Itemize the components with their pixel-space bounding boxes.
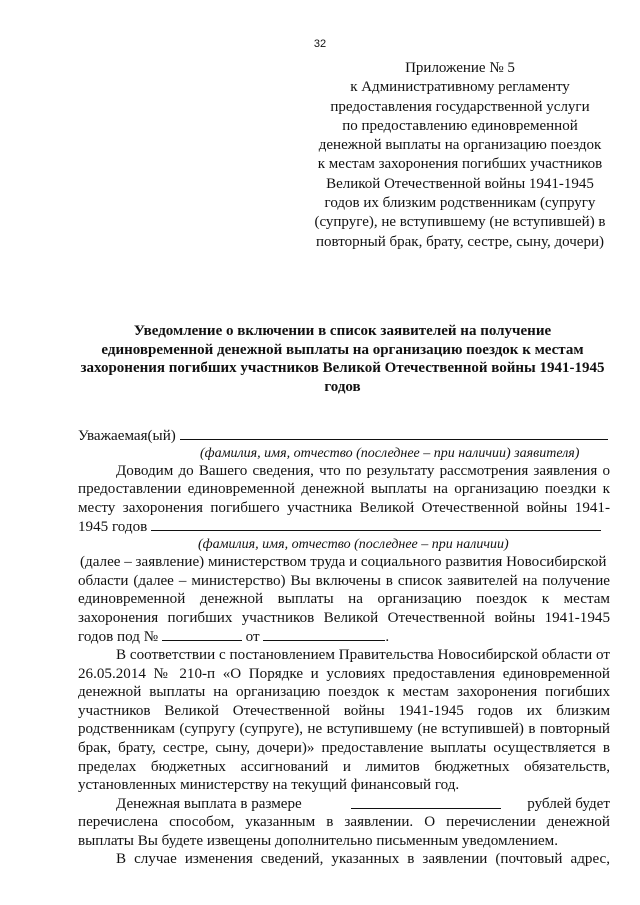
title-line: захоронения погибших участников Великой Отечественной войны 1941-1945 bbox=[80, 360, 605, 376]
years-line bbox=[78, 517, 610, 536]
number-prefix: годов под № bbox=[78, 629, 159, 646]
payment-amount-field[interactable] bbox=[351, 795, 501, 809]
paragraph-line: 26.05.2014 № 210-п «О Порядке и условиях предоставления единовременной bbox=[78, 665, 610, 682]
years-text: 1945 годов bbox=[78, 519, 148, 536]
paragraph-line: пределах бюджетных ассигнований и лимитов бюджетных обязательств, bbox=[78, 758, 610, 775]
paragraph-line: родственникам (супругу (супруге), не вступившему (не вступившей) в повторный bbox=[78, 721, 610, 738]
paragraph-line: выплаты Вы будете извещены дополнительно письменным уведомлением. bbox=[78, 832, 558, 849]
paragraph-line: установленных министерству на текущий финансовый год. bbox=[78, 777, 460, 794]
payment-amount-line bbox=[78, 795, 610, 814]
from-label: от bbox=[245, 629, 260, 646]
paragraph-line: брак, брату, сестре, сыну, дочери)» предоставление выплаты осуществляется в bbox=[78, 739, 610, 756]
appendix-line: (супруге), не вступившему (не вступившей) в bbox=[314, 214, 606, 231]
registration-line bbox=[78, 627, 610, 646]
appendix-header bbox=[300, 59, 620, 252]
document-body bbox=[78, 426, 610, 869]
title-line: годов bbox=[324, 378, 361, 395]
paragraph-line: предоставлении единовременной денежной выплаты на организацию поездки к bbox=[78, 481, 610, 498]
fallen-name-field[interactable] bbox=[151, 517, 601, 531]
payment-text: Денежная выплата в размере bbox=[116, 795, 302, 812]
appendix-line: к местам захоронения погибших участников bbox=[317, 156, 603, 173]
period: . bbox=[385, 629, 390, 646]
paragraph-line: месту захоронения погибшего участника Великой Отечественной войны 1941- bbox=[78, 499, 610, 516]
appendix-line: Великой Отечественной войны 1941-1945 bbox=[326, 175, 594, 192]
paragraph-line: денежной выплаты на организацию поездок к местам захоронения погибших bbox=[78, 684, 610, 701]
appendix-line: по предоставлению единовременной bbox=[342, 117, 578, 134]
salutation-line bbox=[78, 426, 610, 445]
paragraph-line: захоронения погибших участников Великой Отечественной войны 1941-1945 bbox=[78, 609, 610, 626]
rub-text: рублей будет bbox=[527, 795, 610, 812]
appendix-line: предоставления государственной услуги bbox=[330, 98, 590, 115]
title-line: Уведомление о включении в список заявителей на получение bbox=[133, 323, 552, 339]
appendix-line: Приложение № 5 bbox=[405, 60, 515, 76]
paragraph-line: участников Великой Отечественной войны 1941-1945 годов их близким bbox=[78, 702, 610, 719]
appendix-line: годов их близким родственникам (супругу bbox=[324, 195, 596, 212]
page-number: 32 bbox=[313, 38, 327, 50]
paragraph-line: Доводим до Вашего сведения, что по результату рассмотрения заявления о bbox=[116, 462, 610, 479]
paragraph-line: области (далее – министерство) Вы включены в список заявителей на получение bbox=[78, 572, 610, 589]
paragraph-line: В соответствии с постановлением Правительства Новосибирской области от bbox=[116, 646, 610, 663]
salutation: Уважаемая(ый) bbox=[78, 428, 176, 444]
document-title bbox=[70, 322, 615, 396]
appendix-line: денежной выплаты на организацию поездок bbox=[318, 137, 602, 154]
applicant-name-field[interactable] bbox=[180, 426, 608, 440]
applicant-name-caption: (фамилия, имя, отчество (последнее – при наличии) заявителя) bbox=[200, 445, 580, 461]
paragraph-line: (далее – заявление) министерством труда и социального развития Новосибирской bbox=[80, 553, 607, 570]
title-line: единовременной денежной выплаты на организацию поездок к местам bbox=[101, 341, 584, 358]
appendix-line: повторный брак, брату, сестре, сыну, дочери) bbox=[316, 233, 604, 250]
paragraph-line: перечислена способом, указанным в заявлении. О перечислении денежной bbox=[78, 814, 610, 831]
registration-date-field[interactable] bbox=[263, 627, 385, 641]
fallen-name-caption: (фамилия, имя, отчество (последнее – при наличии) bbox=[198, 536, 509, 552]
paragraph-line: единовременной денежной выплаты на организацию поездок к местам bbox=[78, 591, 610, 608]
appendix-line: к Административному регламенту bbox=[350, 79, 570, 96]
registration-number-field[interactable] bbox=[162, 627, 242, 641]
paragraph-line: В случае изменения сведений, указанных в заявлении (почтовый адрес, bbox=[116, 851, 610, 868]
